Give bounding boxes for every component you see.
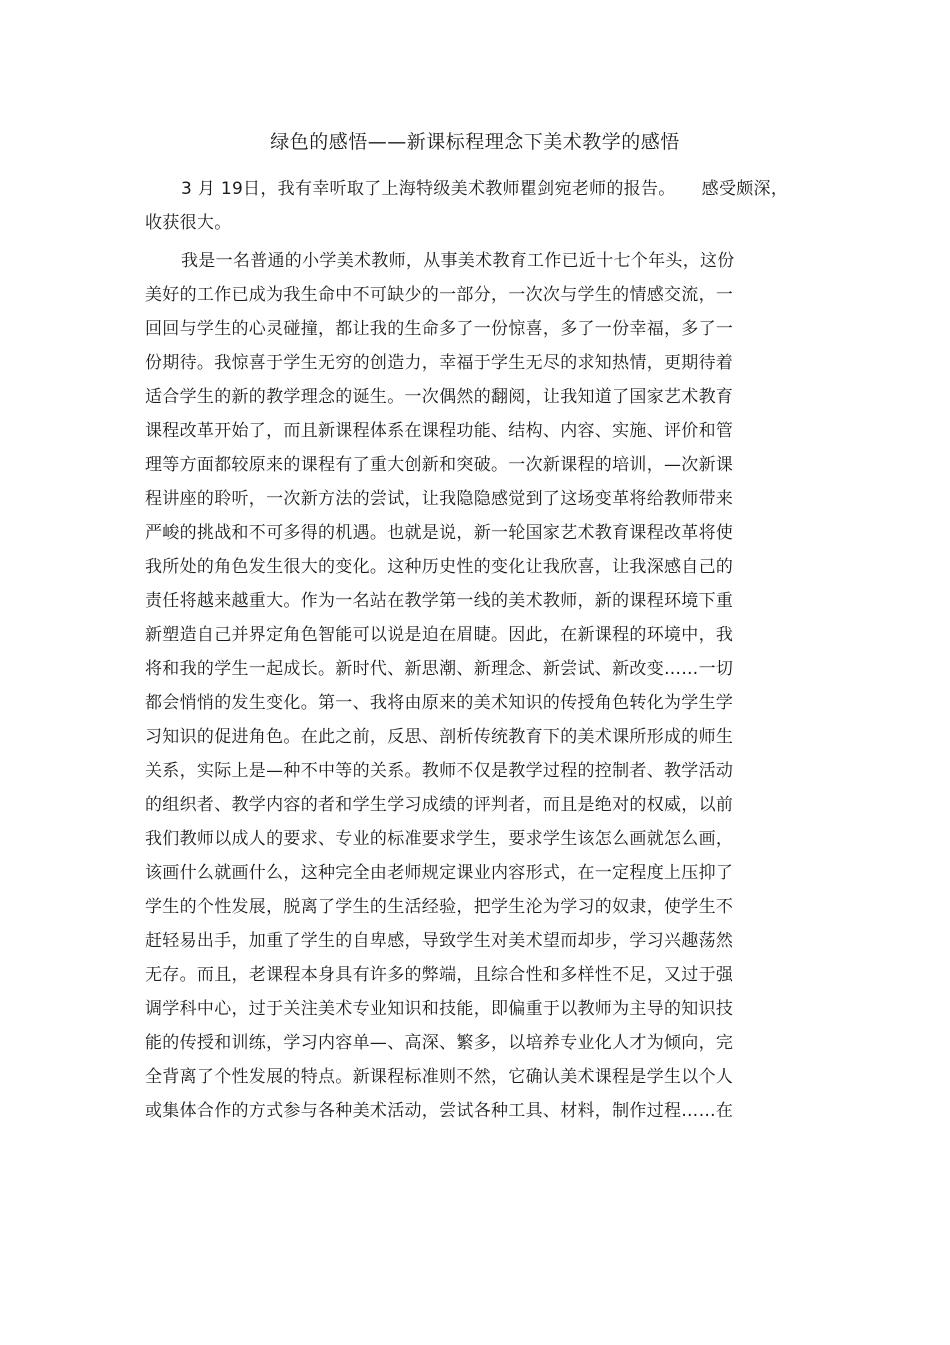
text-line: 理等方面都较原来的课程有了重大创新和突破。一次新课程的培训，—次新课 (145, 455, 734, 475)
text-line: 适合学生的新的教学理念的诞生。一次偶然的翻阅，让我知道了国家艺术教育 (145, 387, 734, 407)
text-line: 我所处的角色发生很大的变化。这种历史性的变化让我欣喜，让我深感自己的 (145, 557, 734, 577)
text-line: 3 月 19日，我有幸听取了上海特级美术教师瞿剑宛老师的报告。 感受颇深， (181, 179, 789, 199)
text-line: 习知识的促进角色。在此之前，反思、剖析传统教育下的美术课所形成的师生 (145, 727, 734, 747)
text-line: 赶轻易出手，加重了学生的自卑感，导致学生对美术望而却步，学习兴趣荡然 (145, 931, 734, 951)
text-line: 责任将越来越重大。作为一名站在教学第一线的美术教师，新的课程环境下重 (145, 591, 734, 611)
text-line: 将和我的学生一起成长。新时代、新思潮、新理念、新尝试、新改变……一切 (145, 659, 734, 679)
text-line: 无存。而且，老课程本身具有许多的弊端，且综合性和多样性不足，又过于强 (145, 965, 734, 985)
text-line: 我们教师以成人的要求、专业的标准要求学生，要求学生该怎么画就怎么画， (145, 829, 734, 849)
text-line: 份期待。我惊喜于学生无穷的创造力，幸福于学生无尽的求知热情，更期待着 (145, 353, 734, 373)
text-line: 课程改革开始了，而且新课程体系在课程功能、结构、内容、实施、评价和管 (145, 421, 734, 441)
text-line: 都会悄悄的发生变化。第一、我将由原来的美术知识的传授角色转化为学生学 (145, 693, 734, 713)
text-line: 收获很大。 (145, 213, 232, 233)
text-line: 我是一名普通的小学美术教师，从事美术教育工作已近十七个年头，这份 (181, 251, 735, 271)
text-line: 能的传授和训练，学习内容单—、高深、繁多，以培养专业化人才为倾向，完 (145, 1033, 734, 1053)
text-line: 或集体合作的方式参与各种美术活动，尝试各种工具、材料，制作过程……在 (145, 1101, 734, 1121)
text-line: 关系，实际上是—种不中等的关系。教师不仅是教学过程的控制者、教学活动 (145, 761, 734, 781)
text-line: 严峻的挑战和不可多得的机遇。也就是说，新一轮国家艺术教育课程改革将使 (145, 523, 734, 543)
text-line: 程讲座的聆听，一次新方法的尝试，让我隐隐感觉到了这场变革将给教师带来 (145, 489, 734, 509)
text-line: 的组织者、教学内容的者和学生学习成绩的评判者，而且是绝对的权威，以前 (145, 795, 734, 815)
paragraph-1 (145, 172, 815, 240)
text-line: 全背离了个性发展的特点。新课程标准则不然，它确认美术课程是学生以个人 (145, 1067, 734, 1087)
document-title: 绿色的感悟——新课标程理念下美术教学的感悟 (270, 131, 680, 153)
paragraph-2 (145, 244, 815, 1128)
text-line: 回回与学生的心灵碰撞，都让我的生命多了一份惊喜，多了一份幸福，多了一 (145, 319, 734, 339)
text-line: 美好的工作已成为我生命中不可缺少的一部分，一次次与学生的情感交流，一 (145, 285, 734, 305)
text-line: 学生的个性发展，脱离了学生的生活经验，把学生沦为学习的奴隶，使学生不 (145, 897, 734, 917)
text-line: 调学科中心，过于关注美术专业知识和技能，即偏重于以教师为主导的知识技 (145, 999, 734, 1019)
text-line: 新塑造自己并界定角色智能可以说是迫在眉睫。因此，在新课程的环境中，我 (145, 625, 734, 645)
text-line: 该画什么就画什么，这种完全由老师规定课业内容形式，在一定程度上压抑了 (145, 863, 734, 883)
